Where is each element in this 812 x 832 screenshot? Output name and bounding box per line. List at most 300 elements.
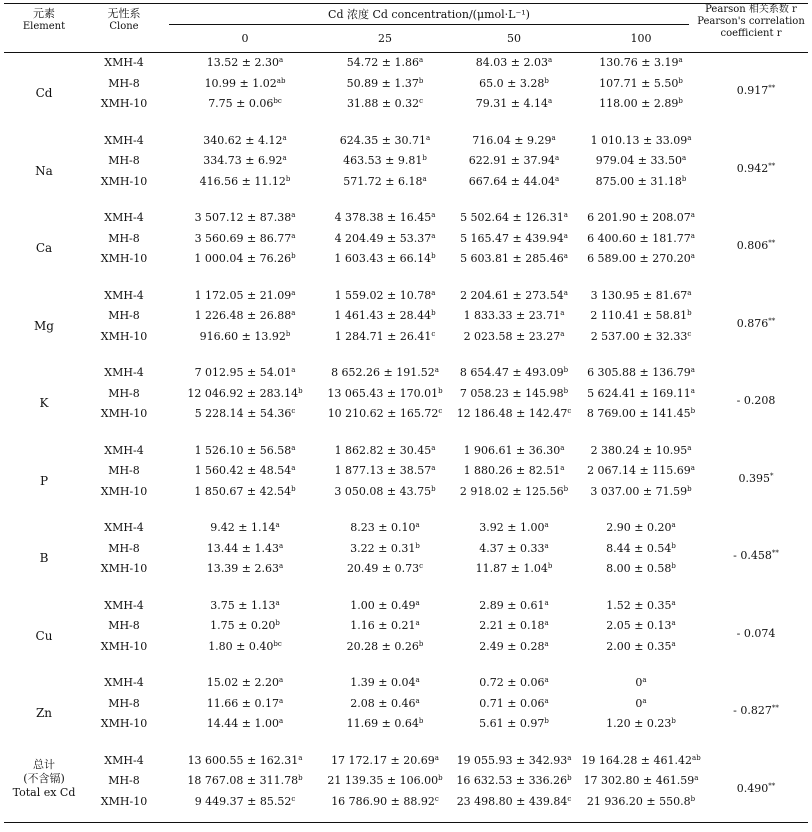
pearson-significance: ** bbox=[771, 549, 779, 557]
pearson-value bbox=[704, 84, 808, 97]
value-mean-sd: 11.87 ± 1.04 bbox=[475, 562, 548, 575]
value-mean-sd: 1 603.43 ± 66.14 bbox=[334, 252, 432, 265]
value-cell bbox=[320, 211, 450, 224]
significance-letter: b bbox=[431, 252, 436, 260]
significance-letter: a bbox=[279, 541, 284, 550]
significance-letter: c bbox=[419, 562, 424, 570]
value-cell bbox=[320, 444, 450, 457]
value-mean-sd: 2 067.14 ± 115.69 bbox=[587, 464, 691, 477]
element-group bbox=[4, 521, 808, 599]
value-cell bbox=[320, 387, 450, 400]
value-cell bbox=[449, 289, 579, 302]
significance-letter: b bbox=[671, 541, 676, 550]
value-cell bbox=[180, 599, 310, 612]
value-cell bbox=[449, 330, 579, 343]
value-cell bbox=[449, 640, 579, 653]
value-cell bbox=[320, 175, 450, 188]
value-cell bbox=[576, 175, 706, 188]
value-mean-sd: 20.49 ± 0.73 bbox=[346, 562, 420, 575]
significance-letter: a bbox=[431, 211, 436, 219]
value-mean-sd: 3.92 ± 1.00 bbox=[479, 521, 545, 534]
significance-letter: a bbox=[544, 676, 549, 684]
significance-letter: b bbox=[431, 484, 436, 493]
value-cell bbox=[449, 77, 579, 90]
header-element-en: Element bbox=[22, 21, 66, 32]
value-cell bbox=[576, 676, 706, 689]
value-cell bbox=[576, 774, 706, 787]
significance-letter: b bbox=[415, 541, 420, 550]
table-row bbox=[4, 407, 808, 427]
significance-letter: a bbox=[434, 366, 439, 374]
pearson-r: 0.490 bbox=[736, 781, 769, 795]
clone-label: XMH-4 bbox=[104, 56, 144, 69]
value-mean-sd: 7 012.95 ± 54.01 bbox=[194, 366, 292, 379]
clone-label: XMH-10 bbox=[100, 407, 148, 420]
value-cell bbox=[320, 289, 450, 302]
value-mean-sd: 5 502.64 ± 126.31 bbox=[460, 211, 564, 224]
value-mean-sd: 2 023.58 ± 23.27 bbox=[463, 329, 561, 343]
clone-label: MH-8 bbox=[108, 154, 140, 167]
header-clone-cn: 无性系 bbox=[107, 7, 141, 20]
clone-label: XMH-10 bbox=[100, 717, 148, 730]
header-clone-en: Clone bbox=[109, 21, 139, 32]
significance-letter: b bbox=[431, 309, 436, 317]
element-name-line: B bbox=[39, 551, 49, 565]
value-mean-sd: 11.69 ± 0.64 bbox=[346, 717, 419, 730]
significance-letter: bc bbox=[273, 639, 282, 648]
significance-letter: a bbox=[687, 133, 692, 142]
value-cell bbox=[180, 309, 310, 322]
table-bottom-rule bbox=[4, 822, 808, 823]
value-cell bbox=[576, 154, 706, 167]
clone-label: XMH-10 bbox=[100, 174, 148, 188]
value-mean-sd: 3 507.12 ± 87.38 bbox=[194, 211, 292, 224]
pearson-r: - 0.827 bbox=[733, 704, 772, 717]
value-cell bbox=[576, 134, 706, 147]
value-mean-sd: 2 537.00 ± 32.33 bbox=[590, 329, 688, 343]
value-cell bbox=[320, 542, 450, 555]
value-cell bbox=[180, 97, 310, 110]
value-mean-sd: 50.89 ± 1.37 bbox=[346, 76, 419, 90]
value-cell bbox=[320, 56, 450, 69]
value-cell bbox=[320, 795, 450, 808]
value-mean-sd: 5.61 ± 0.97 bbox=[479, 717, 545, 730]
value-cell bbox=[320, 252, 450, 265]
value-cell bbox=[449, 619, 579, 632]
value-cell bbox=[576, 407, 706, 420]
significance-letter: c bbox=[431, 329, 436, 338]
value-mean-sd: 9.42 ± 1.14 bbox=[210, 521, 276, 534]
significance-letter: b bbox=[678, 97, 683, 105]
significance-letter: a bbox=[694, 774, 699, 782]
value-mean-sd: 54.72 ± 1.86 bbox=[346, 56, 419, 69]
significance-letter: a bbox=[560, 329, 565, 338]
header-sub-rule bbox=[169, 24, 689, 25]
value-cell bbox=[576, 387, 706, 400]
table-row bbox=[4, 289, 808, 309]
element-group bbox=[4, 289, 808, 367]
element-name-line: Cu bbox=[35, 628, 53, 643]
clone-label: XMH-4 bbox=[104, 676, 144, 689]
element-group bbox=[4, 444, 808, 522]
clone-label: MH-8 bbox=[108, 76, 140, 90]
table-row bbox=[4, 77, 808, 97]
value-cell bbox=[576, 697, 706, 710]
table-row bbox=[4, 211, 808, 231]
value-cell bbox=[320, 407, 450, 420]
value-cell bbox=[180, 542, 310, 555]
value-cell bbox=[320, 717, 450, 730]
pearson-r: - 0.458 bbox=[733, 549, 772, 562]
significance-letter: c bbox=[291, 407, 296, 415]
value-mean-sd: 463.53 ± 9.81 bbox=[343, 154, 423, 167]
significance-letter: a bbox=[279, 717, 284, 725]
significance-letter: b bbox=[678, 76, 683, 85]
clone-label: XMH-10 bbox=[100, 639, 148, 653]
pearson-significance: * bbox=[770, 471, 774, 480]
value-mean-sd: 5 624.41 ± 169.11 bbox=[587, 386, 691, 400]
value-mean-sd: 2.49 ± 0.28 bbox=[479, 639, 545, 653]
significance-letter: a bbox=[426, 133, 431, 142]
value-cell bbox=[320, 485, 450, 498]
clone-label: XMH-4 bbox=[104, 753, 144, 767]
table-row bbox=[4, 252, 808, 272]
clone-label: XMH-4 bbox=[104, 366, 144, 379]
value-mean-sd: 1 461.43 ± 28.44 bbox=[334, 309, 432, 322]
value-cell bbox=[576, 754, 706, 767]
significance-letter: a bbox=[298, 753, 303, 762]
value-mean-sd: 2.89 ± 0.61 bbox=[479, 598, 545, 612]
value-cell bbox=[576, 444, 706, 457]
value-cell bbox=[180, 444, 310, 457]
significance-letter: a bbox=[671, 521, 676, 529]
value-cell bbox=[320, 676, 450, 689]
value-cell bbox=[449, 542, 579, 555]
value-mean-sd: 16 786.90 ± 88.92 bbox=[331, 794, 435, 808]
significance-letter: b bbox=[687, 309, 692, 317]
value-mean-sd: 667.64 ± 44.04 bbox=[468, 174, 555, 188]
table-row bbox=[4, 366, 808, 386]
value-mean-sd: 14.44 ± 1.00 bbox=[206, 717, 279, 730]
value-mean-sd: 21 139.35 ± 106.00 bbox=[327, 774, 439, 787]
value-mean-sd: 416.56 ± 11.12 bbox=[199, 174, 286, 188]
value-mean-sd: 7.75 ± 0.06 bbox=[208, 97, 274, 110]
element-name-line: P bbox=[39, 473, 49, 488]
value-mean-sd: 1.52 ± 0.35 bbox=[606, 598, 672, 612]
significance-letter: a bbox=[544, 619, 549, 627]
significance-letter: a bbox=[690, 252, 695, 260]
value-cell bbox=[180, 232, 310, 245]
significance-letter: a bbox=[690, 366, 695, 374]
pearson-value bbox=[704, 704, 808, 717]
significance-letter: c bbox=[567, 794, 572, 803]
table-row bbox=[4, 175, 808, 195]
value-mean-sd: 8 654.47 ± 493.09 bbox=[459, 366, 564, 379]
value-cell bbox=[180, 56, 310, 69]
value-cell bbox=[180, 619, 310, 632]
value-cell bbox=[320, 754, 450, 767]
table-row bbox=[4, 387, 808, 407]
value-mean-sd: 17 302.80 ± 461.59 bbox=[583, 774, 695, 787]
header-conc-100: 100 bbox=[630, 32, 652, 45]
significance-letter: b bbox=[291, 252, 296, 260]
value-cell bbox=[576, 330, 706, 343]
significance-letter: a bbox=[415, 598, 420, 607]
value-mean-sd: 8 652.26 ± 191.52 bbox=[331, 366, 435, 379]
significance-letter: a bbox=[415, 521, 420, 529]
value-cell bbox=[449, 134, 579, 147]
value-mean-sd: 1 833.33 ± 23.71 bbox=[463, 309, 561, 322]
significance-letter: b bbox=[563, 386, 569, 395]
value-mean-sd: 11.66 ± 0.17 bbox=[206, 696, 279, 710]
value-mean-sd: 13.52 ± 2.30 bbox=[206, 56, 279, 69]
value-mean-sd: 716.04 ± 9.29 bbox=[472, 133, 552, 147]
value-mean-sd: 13.39 ± 2.63 bbox=[206, 562, 279, 575]
value-mean-sd: 23 498.80 ± 439.84 bbox=[456, 794, 568, 808]
pearson-r: 0.876 bbox=[736, 316, 769, 330]
clone-label: MH-8 bbox=[108, 231, 140, 245]
table-row bbox=[4, 542, 808, 562]
value-mean-sd: 19 164.28 ± 461.42 bbox=[581, 753, 693, 767]
significance-letter: a bbox=[415, 619, 420, 627]
significance-letter: b bbox=[418, 717, 424, 725]
value-cell bbox=[180, 485, 310, 498]
significance-letter: a bbox=[560, 309, 565, 317]
significance-letter: c bbox=[434, 794, 439, 803]
significance-letter: a bbox=[279, 56, 284, 64]
value-cell bbox=[576, 717, 706, 730]
value-cell bbox=[449, 366, 579, 379]
significance-letter: c bbox=[291, 794, 296, 803]
header-pearson-line2: Pearson's correlation bbox=[697, 16, 805, 27]
value-cell bbox=[180, 387, 310, 400]
value-mean-sd: 8.23 ± 0.10 bbox=[350, 521, 416, 534]
header-pearson bbox=[694, 4, 808, 40]
value-cell bbox=[449, 521, 579, 534]
value-mean-sd: 17 172.17 ± 20.69 bbox=[331, 753, 435, 767]
element-group bbox=[4, 211, 808, 289]
significance-letter: a bbox=[282, 154, 287, 162]
value-mean-sd: 1 877.13 ± 38.57 bbox=[334, 464, 432, 477]
significance-letter: a bbox=[291, 464, 296, 472]
significance-letter: a bbox=[422, 174, 427, 183]
significance-letter: a bbox=[279, 562, 284, 570]
significance-letter: a bbox=[275, 598, 280, 607]
significance-letter: b bbox=[547, 562, 553, 570]
value-cell bbox=[449, 387, 579, 400]
clone-label: XMH-4 bbox=[104, 133, 144, 147]
value-mean-sd: 31.88 ± 0.32 bbox=[346, 97, 420, 110]
significance-letter: a bbox=[279, 696, 284, 705]
value-cell bbox=[449, 56, 579, 69]
value-mean-sd: 12 186.48 ± 142.47 bbox=[456, 407, 568, 420]
significance-letter: a bbox=[434, 753, 439, 762]
pearson-significance: ** bbox=[768, 239, 776, 247]
significance-letter: a bbox=[544, 639, 549, 648]
value-mean-sd: 1.16 ± 0.21 bbox=[350, 619, 416, 632]
value-mean-sd: 13 600.55 ± 162.31 bbox=[187, 753, 299, 767]
value-cell bbox=[449, 795, 579, 808]
value-mean-sd: 6 305.88 ± 136.79 bbox=[587, 366, 691, 379]
clone-label: XMH-10 bbox=[100, 252, 148, 265]
value-cell bbox=[449, 754, 579, 767]
value-mean-sd: 0 bbox=[635, 676, 643, 689]
header-conc-25: 25 bbox=[378, 32, 392, 45]
significance-letter: a bbox=[560, 464, 565, 472]
pearson-r: 0.942 bbox=[736, 161, 769, 175]
significance-letter: a bbox=[419, 56, 424, 64]
clone-label: XMH-4 bbox=[104, 211, 144, 224]
value-cell bbox=[449, 407, 579, 420]
significance-letter: a bbox=[690, 231, 695, 240]
value-cell bbox=[576, 640, 706, 653]
pearson-value bbox=[704, 549, 808, 562]
value-mean-sd: 571.72 ± 6.18 bbox=[343, 174, 423, 188]
value-cell bbox=[449, 464, 579, 477]
significance-letter: b bbox=[422, 154, 427, 162]
value-mean-sd: 21 936.20 ± 550.8 bbox=[586, 794, 691, 808]
value-mean-sd: 3.75 ± 1.13 bbox=[210, 598, 276, 612]
value-mean-sd: 1 000.04 ± 76.26 bbox=[194, 252, 292, 265]
value-mean-sd: 1 172.05 ± 21.09 bbox=[194, 288, 292, 302]
significance-letter: a bbox=[548, 97, 553, 105]
value-cell bbox=[576, 56, 706, 69]
significance-letter: b bbox=[690, 794, 696, 803]
value-mean-sd: 1.80 ± 0.40 bbox=[208, 639, 274, 653]
significance-letter: a bbox=[563, 252, 568, 260]
value-mean-sd: 6 201.90 ± 208.07 bbox=[587, 211, 691, 224]
value-cell bbox=[320, 562, 450, 575]
value-cell bbox=[180, 211, 310, 224]
value-cell bbox=[576, 542, 706, 555]
pearson-significance: ** bbox=[771, 704, 779, 712]
significance-letter: a bbox=[544, 541, 549, 550]
value-cell bbox=[449, 562, 579, 575]
value-mean-sd: 13 065.43 ± 170.01 bbox=[327, 386, 439, 400]
value-mean-sd: 2.08 ± 0.46 bbox=[350, 696, 416, 710]
significance-letter: b bbox=[671, 562, 676, 570]
element-name-line: (不含镉) bbox=[23, 771, 65, 785]
value-mean-sd: 1 850.67 ± 42.54 bbox=[194, 484, 292, 498]
value-cell bbox=[576, 252, 706, 265]
value-cell bbox=[576, 521, 706, 534]
value-mean-sd: 15.02 ± 2.20 bbox=[206, 676, 279, 689]
significance-letter: a bbox=[642, 676, 647, 684]
value-cell bbox=[576, 77, 706, 90]
clone-label: MH-8 bbox=[108, 619, 140, 632]
header-element-cn: 元素 bbox=[33, 7, 55, 20]
value-mean-sd: 0.71 ± 0.06 bbox=[479, 696, 545, 710]
value-cell bbox=[449, 309, 579, 322]
significance-letter: a bbox=[544, 696, 549, 705]
value-mean-sd: 5 228.14 ± 54.36 bbox=[194, 407, 292, 420]
value-mean-sd: 1 906.61 ± 36.30 bbox=[463, 443, 561, 457]
value-cell bbox=[576, 464, 706, 477]
value-mean-sd: 107.71 ± 5.50 bbox=[599, 76, 679, 90]
significance-letter: a bbox=[563, 211, 568, 219]
value-cell bbox=[320, 77, 450, 90]
element-group bbox=[4, 599, 808, 677]
value-cell bbox=[449, 676, 579, 689]
table-row bbox=[4, 640, 808, 660]
value-cell bbox=[449, 717, 579, 730]
value-mean-sd: 1 226.48 ± 26.88 bbox=[194, 309, 292, 322]
significance-letter: a bbox=[279, 676, 284, 684]
pearson-significance: ** bbox=[768, 161, 776, 170]
value-mean-sd: 16 632.53 ± 336.26 bbox=[456, 774, 568, 787]
significance-letter: b bbox=[563, 484, 569, 493]
table-row bbox=[4, 795, 808, 815]
clone-label: MH-8 bbox=[108, 696, 140, 710]
value-mean-sd: 1 560.42 ± 48.54 bbox=[194, 464, 292, 477]
value-cell bbox=[449, 211, 579, 224]
value-mean-sd: 65.0 ± 3.28 bbox=[479, 76, 545, 90]
table-row bbox=[4, 771, 808, 794]
value-cell bbox=[320, 521, 450, 534]
significance-letter: b bbox=[544, 717, 549, 725]
table-row bbox=[4, 754, 808, 774]
value-cell bbox=[576, 485, 706, 498]
significance-letter: b bbox=[567, 774, 572, 782]
value-mean-sd: 624.35 ± 30.71 bbox=[339, 133, 426, 147]
value-cell bbox=[320, 134, 450, 147]
significance-letter: a bbox=[563, 288, 568, 297]
value-mean-sd: 2 918.02 ± 125.56 bbox=[459, 484, 564, 498]
pearson-value bbox=[704, 317, 808, 330]
significance-letter: a bbox=[275, 521, 280, 529]
value-mean-sd: 1.39 ± 0.04 bbox=[350, 676, 416, 689]
value-cell bbox=[180, 407, 310, 420]
significance-letter: a bbox=[544, 598, 549, 607]
significance-letter: b bbox=[418, 76, 424, 85]
pearson-value bbox=[704, 627, 808, 640]
significance-letter: a bbox=[291, 211, 296, 219]
table-top-rule bbox=[4, 3, 808, 4]
value-mean-sd: 5 165.47 ± 439.94 bbox=[460, 231, 564, 245]
value-cell bbox=[320, 599, 450, 612]
table-row bbox=[4, 676, 808, 696]
clone-label: XMH-10 bbox=[100, 97, 148, 110]
significance-letter: b bbox=[681, 174, 687, 183]
value-cell bbox=[180, 289, 310, 302]
table-row bbox=[4, 134, 808, 154]
value-cell bbox=[180, 252, 310, 265]
value-cell bbox=[449, 444, 579, 457]
value-cell bbox=[449, 97, 579, 110]
value-cell bbox=[576, 619, 706, 632]
significance-letter: a bbox=[642, 696, 647, 705]
value-cell bbox=[449, 252, 579, 265]
header-element bbox=[4, 7, 84, 33]
value-mean-sd: 18 767.08 ± 311.78 bbox=[187, 774, 299, 787]
value-mean-sd: 6 400.60 ± 181.77 bbox=[587, 231, 691, 245]
element-name-line: Na bbox=[35, 163, 53, 178]
significance-letter: a bbox=[687, 288, 692, 297]
header-pearson-line1: Pearson 相关系数 r bbox=[705, 4, 797, 15]
value-mean-sd: 0 bbox=[635, 696, 643, 710]
value-mean-sd: 0.72 ± 0.06 bbox=[479, 676, 545, 689]
value-mean-sd: 1 880.26 ± 82.51 bbox=[463, 464, 561, 477]
significance-letter: a bbox=[690, 464, 695, 472]
value-cell bbox=[180, 640, 310, 653]
value-cell bbox=[576, 289, 706, 302]
significance-letter: c bbox=[687, 329, 692, 338]
significance-letter: a bbox=[431, 288, 436, 297]
significance-letter: ab bbox=[276, 76, 286, 85]
value-cell bbox=[576, 211, 706, 224]
value-mean-sd: 1 526.10 ± 56.58 bbox=[194, 443, 292, 457]
pearson-significance: ** bbox=[768, 781, 776, 790]
